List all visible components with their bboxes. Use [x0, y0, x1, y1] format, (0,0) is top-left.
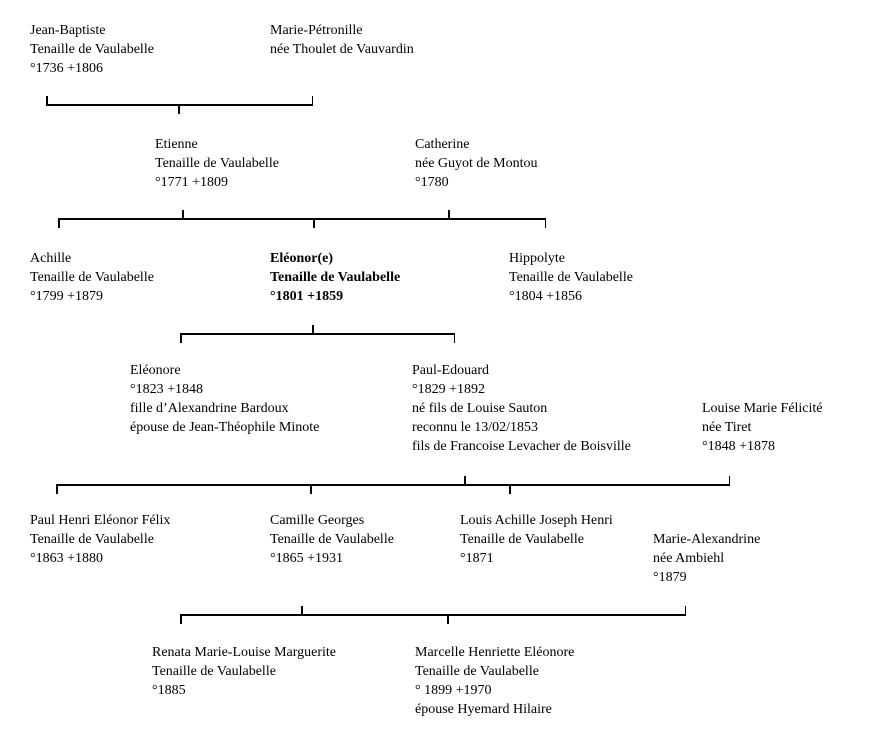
connector-gen4-parent-tick — [729, 476, 731, 486]
person-text-line: Eléonor(e) — [270, 251, 333, 266]
connector-gen5 — [180, 614, 686, 616]
person-text-line: Etienne — [155, 137, 198, 152]
connector-gen1 — [46, 104, 313, 106]
person-text-line: Louis Achille Joseph Henri — [460, 513, 613, 528]
person-text-line: °1829 +1892 — [412, 382, 485, 397]
connector-gen5-child-tick — [180, 614, 182, 624]
person-text-line: Achille — [30, 251, 72, 266]
person-text-line: née Ambiehl — [653, 551, 725, 566]
person-text-line: °1804 +1856 — [509, 289, 582, 304]
person-text-line: Camille Georges — [270, 513, 365, 528]
person-text-line: fils de Francoise Levacher de Boisville — [412, 439, 631, 454]
person-text-line: °1799 +1879 — [30, 289, 103, 304]
connector-gen3-child-tick — [454, 333, 456, 343]
person-text-line: Tenaille de Vaulabelle — [270, 532, 394, 547]
person-text-line: Tenaille de Vaulabelle — [415, 664, 539, 679]
connector-gen1-child-tick — [178, 104, 180, 114]
person-text-line: reconnu le 13/02/1853 — [412, 420, 538, 435]
person-block-paul-henri-eleonor-felix — [30, 511, 170, 568]
person-block-marie-petronille — [270, 21, 414, 59]
person-text-line: Marie-Pétronille — [270, 23, 363, 38]
person-text-line: °1736 +1806 — [30, 61, 103, 76]
person-block-catherine — [415, 135, 537, 192]
person-text-line: °1879 — [653, 570, 687, 585]
person-block-louis-achille-joseph-henri — [460, 511, 613, 568]
person-text-line: °1801 +1859 — [270, 289, 344, 304]
person-text-line: Tenaille de Vaulabelle — [509, 270, 633, 285]
person-text-line: Tenaille de Vaulabelle — [30, 270, 154, 285]
connector-gen4 — [56, 484, 730, 486]
person-text-line: Tenaille de Vaulabelle — [155, 156, 279, 171]
person-text-line: née Guyot de Montou — [415, 156, 538, 171]
person-text-line: °1771 +1809 — [155, 175, 228, 190]
person-text-line: °1780 — [415, 175, 449, 190]
person-text-line: °1865 +1931 — [270, 551, 343, 566]
connector-gen4-child-tick — [509, 484, 511, 494]
person-text-line: °1863 +1880 — [30, 551, 103, 566]
connector-gen5-child-tick — [447, 614, 449, 624]
person-text-line: née Tiret — [702, 420, 752, 435]
person-text-line: ° 1899 +1970 — [415, 683, 492, 698]
person-text-line: Paul Henri Eléonor Félix — [30, 513, 171, 528]
person-text-line: °1848 +1878 — [702, 439, 775, 454]
person-text-line: Tenaille de Vaulabelle — [30, 532, 154, 547]
connector-gen5-parent-tick — [301, 606, 303, 616]
person-text-line: °1885 — [152, 683, 186, 698]
person-text-line: Hippolyte — [509, 251, 565, 266]
person-block-marie-alexandrine — [653, 530, 760, 587]
person-text-line: née Thoulet de Vauvardin — [270, 42, 414, 57]
connector-gen1-parent-tick — [46, 96, 48, 106]
person-text-line: Tenaille de Vaulabelle — [30, 42, 154, 57]
person-text-line: °1871 — [460, 551, 494, 566]
connector-gen5-parent-tick — [685, 606, 687, 616]
connector-gen4-child-tick — [310, 484, 312, 494]
connector-gen4-parent-tick — [464, 476, 466, 486]
person-text-line: Tenaille de Vaulabelle — [270, 270, 401, 285]
person-text-line: Jean-Baptiste — [30, 23, 106, 38]
person-text-line: Tenaille de Vaulabelle — [460, 532, 584, 547]
connector-gen2-parent-tick — [448, 210, 450, 220]
person-block-hippolyte — [509, 249, 633, 306]
person-text-line: Paul-Edouard — [412, 363, 489, 378]
person-text-line: fille d’Alexandrine Bardoux — [130, 401, 289, 416]
connector-gen4-child-tick — [56, 484, 58, 494]
connector-gen2-child-tick — [545, 218, 547, 228]
person-block-eleonor-e — [270, 249, 400, 306]
person-text-line: épouse de Jean-Théophile Minote — [130, 420, 320, 435]
connector-gen3-child-tick — [180, 333, 182, 343]
person-block-louise-marie-felicite — [702, 399, 823, 456]
person-text-line: né fils de Louise Sauton — [412, 401, 548, 416]
connector-gen2-parent-tick — [182, 210, 184, 220]
connector-gen2 — [58, 218, 546, 220]
person-block-achille — [30, 249, 154, 306]
connector-gen2-child-tick — [58, 218, 60, 228]
person-block-marcelle-henriette-eleonore — [415, 643, 574, 719]
person-text-line: Eléonore — [130, 363, 181, 378]
person-text-line: Renata Marie-Louise Marguerite — [152, 645, 337, 660]
connector-gen3 — [180, 333, 455, 335]
person-text-line: épouse Hyemard Hilaire — [415, 702, 552, 717]
person-block-renata-marie-louise-marguerite — [152, 643, 336, 700]
connector-gen3-parent-tick — [312, 325, 314, 335]
connector-gen1-parent-tick — [312, 96, 314, 106]
person-block-eleonore — [130, 361, 319, 437]
person-text-line: Marie-Alexandrine — [653, 532, 761, 547]
person-block-jean-baptiste — [30, 21, 154, 78]
person-text-line: Tenaille de Vaulabelle — [152, 664, 276, 679]
connector-gen2-child-tick — [313, 218, 315, 228]
person-block-paul-edouard — [412, 361, 631, 456]
person-block-etienne — [155, 135, 279, 192]
person-text-line: Louise Marie Félicité — [702, 401, 823, 416]
person-block-camille-georges — [270, 511, 394, 568]
person-text-line: °1823 +1848 — [130, 382, 203, 397]
person-text-line: Catherine — [415, 137, 470, 152]
person-text-line: Marcelle Henriette Eléonore — [415, 645, 575, 660]
